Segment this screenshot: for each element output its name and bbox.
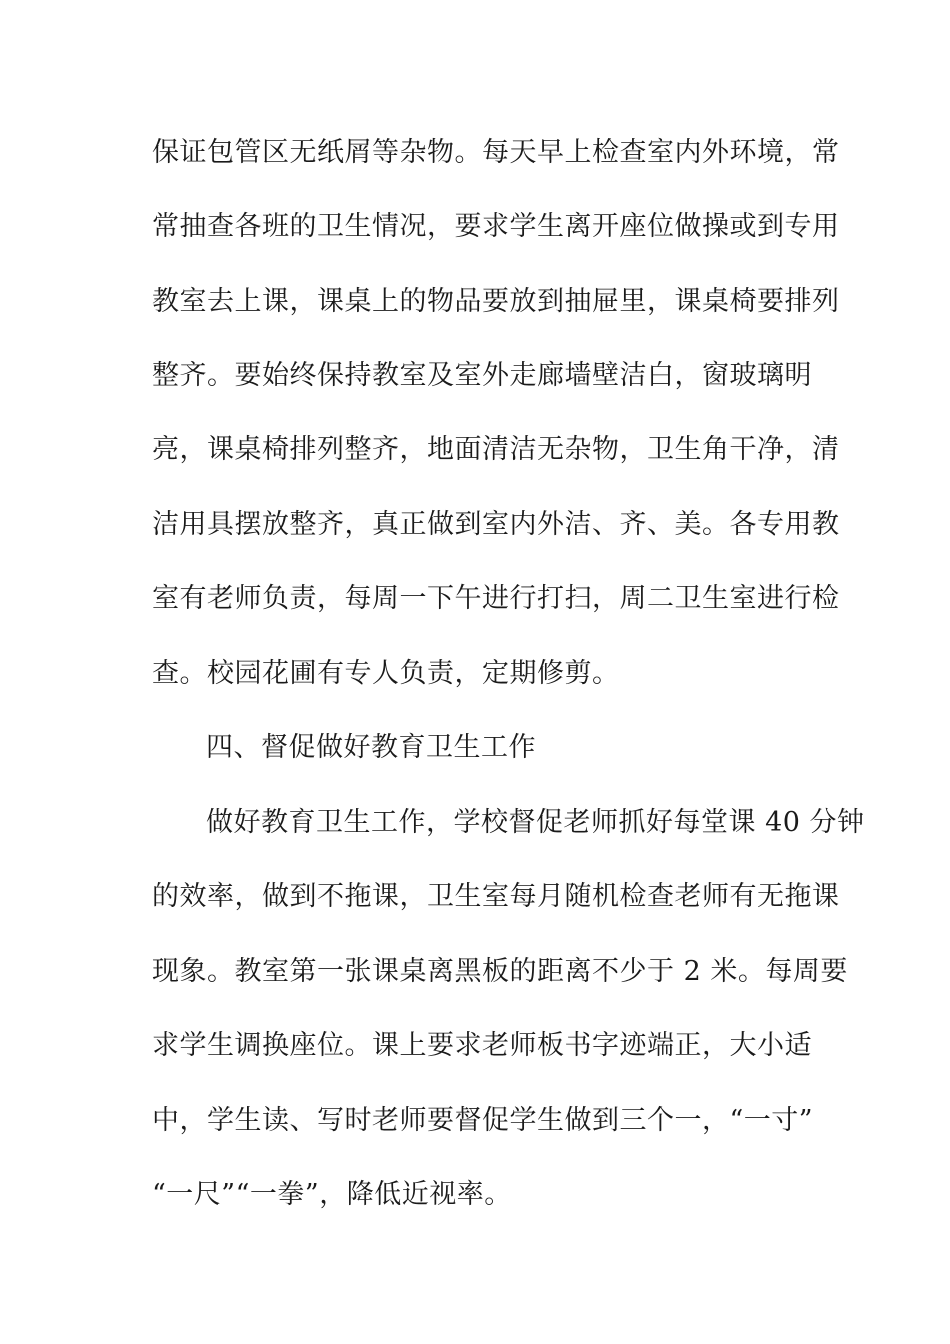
paragraph-line: 做好教育卫生工作，学校督促老师抓好每堂课 40 分钟: [206, 807, 865, 838]
paragraph-line: 的效率，做到不拖课，卫生室每月随机检查老师有无拖课: [152, 881, 840, 912]
paragraph-line: 求学生调换座位。课上要求老师板书字迹端正，大小适: [152, 1030, 812, 1061]
paragraph-line: 中，学生读、写时老师要督促学生做到三个一，“一寸”: [152, 1105, 814, 1136]
paragraph-line: 现象。教室第一张课桌离黑板的距离不少于 2 米。每周要: [152, 956, 848, 987]
section-heading: 四、督促做好教育卫生工作: [206, 732, 536, 763]
paragraph-line: 教室去上课，课桌上的物品要放到抽屉里，课桌椅要排列: [152, 286, 840, 317]
paragraph-line: 亮，课桌椅排列整齐，地面清洁无杂物，卫生角干净，清: [152, 434, 840, 465]
paragraph-line: 常抽查各班的卫生情况，要求学生离开座位做操或到专用: [152, 211, 840, 242]
paragraph-line: 保证包管区无纸屑等杂物。每天早上检查室内外环境，常: [152, 137, 840, 168]
paragraph-line: 室有老师负责，每周一下午进行打扫，周二卫生室进行检: [152, 583, 840, 614]
paragraph-line: 整齐。要始终保持教室及室外走廊墙壁洁白，窗玻璃明: [152, 360, 812, 391]
paragraph-line: “一尺”“一拳”，降低近视率。: [152, 1179, 512, 1210]
paragraph-line: 查。校园花圃有专人负责，定期修剪。: [152, 658, 620, 689]
paragraph-line: 洁用具摆放整齐，真正做到室内外洁、齐、美。各专用教: [152, 509, 840, 540]
